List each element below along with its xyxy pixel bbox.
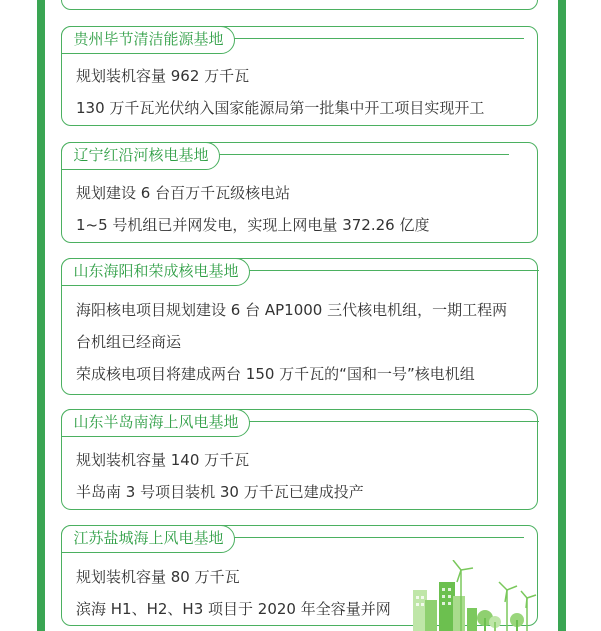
card-line: 台机组已经商运 (76, 333, 182, 351)
card-line: 滨海 H1、H2、H3 项目于 2020 年全容量并网 (76, 600, 391, 618)
card-title: 山东海阳和荣成核电基地 (61, 258, 250, 286)
green-city-wind-turbine-icon (395, 560, 545, 631)
card-line: 1~5 号机组已并网发电，实现上网电量 372.26 亿度 (76, 216, 430, 234)
card-line: 规划建设 6 台百万千瓦级核电站 (76, 184, 291, 202)
card-line: 荣成核电项目将建成两台 150 万千瓦的“国和一号”核电机组 (76, 365, 475, 383)
card-line: 半岛南 3 号项目装机 30 万千瓦已建成投产 (76, 483, 364, 501)
card-title: 贵州毕节清洁能源基地 (61, 26, 235, 54)
card-line: 130 万千瓦光伏纳入国家能源局第一批集中开工项目实现开工 (76, 99, 485, 117)
card-liaoning-hongyanhe (61, 142, 538, 243)
card-title: 江苏盐城海上风电基地 (61, 525, 235, 553)
card-title: 山东半岛南海上风电基地 (61, 409, 250, 437)
card-title: 辽宁红沿河核电基地 (61, 142, 220, 170)
previous-card-edge (61, 0, 538, 10)
card-line: 规划装机容量 80 万千瓦 (76, 568, 240, 586)
card-shandong-haiyang-rongcheng (61, 258, 538, 395)
card-line: 海阳核电项目规划建设 6 台 AP1000 三代核电机组，一期工程两 (76, 301, 508, 319)
card-guizhou-bijie (61, 26, 538, 126)
card-line: 规划装机容量 140 万千瓦 (76, 451, 250, 469)
card-line: 规划装机容量 962 万千瓦 (76, 67, 250, 85)
card-shandong-bandaonan (61, 409, 538, 510)
